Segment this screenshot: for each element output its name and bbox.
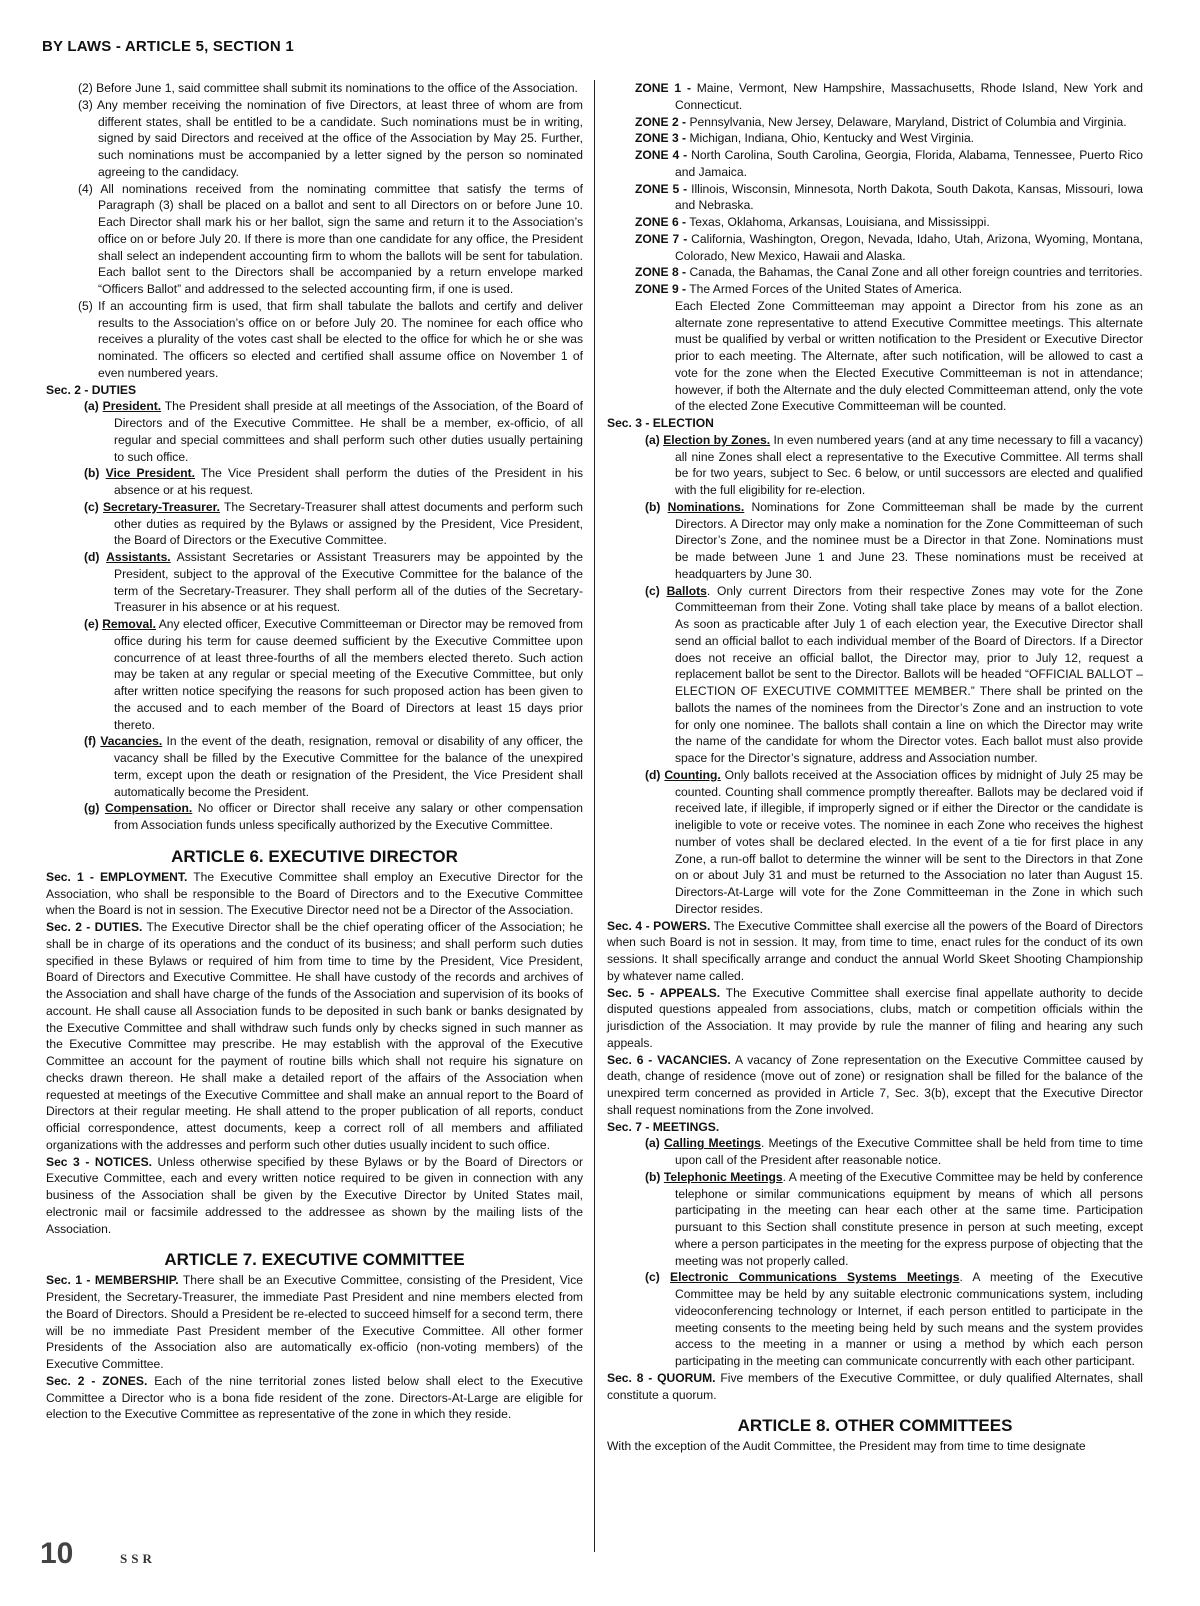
zone-item: ZONE 2 - Pennsylvania, New Jersey, Delaware, Maryland, District of Columbia and Virginia. — [635, 114, 1127, 129]
duty-item: (e) Removal. Any elected officer, Executive Committeeman or Director may be removed from office during his term for cause deemed sufficient by the Executive Committee upon concurrence of at least three-fourths of all the members elected thereto. Such action may be taken at any regular or special meeting of the Executive Committee, but only after written notice specifying the reasons for such proposed action has been given to the accused and to each member of the Board of Directors at least 15 days prior thereto. — [84, 617, 583, 732]
election-item: (b) Nominations. Nominations for Zone Committeeman shall be made by the current Directors. A Director may only make a nomination for the Zone Committeeman of such Director’s Zone, and the nominee must be a Director in that Zone. Nominations must be made between June 1 and June 23. These nominations must be received at headquarters by June 30. — [645, 499, 1143, 581]
zone-item: ZONE 3 - Michigan, Indiana, Ohio, Kentucky and West Virginia. — [635, 131, 975, 146]
sec5-appeals: Sec. 5 - APPEALS. The Executive Committee shall exercise final appellate authority to decide disputed questions appealed from associations, clubs, match or competition officials within the jurisdiction of the Association. It may provide by rule the manner of filing and hearing any such appeals. — [607, 985, 1143, 1050]
right-column — [607, 80, 1143, 1455]
sec8-quorum: Sec. 8 - QUORUM. Five members of the Executive Committee, or duly qualified Alternates, shall constitute a quorum. — [607, 1370, 1143, 1402]
left-column — [46, 80, 583, 1423]
sec3-election-heading: Sec. 3 - ELECTION — [607, 416, 714, 430]
article7-section: Sec. 1 - MEMBERSHIP. There shall be an Executive Committee, consisting of the President, Vice President, the Secretary-Treasurer, the immediate Past President and nine members elected from the Board of Directors. Should a President be re-elected to succeed himself for a second term, there will be no immediate Past President member of the Executive Committee. All other former Presidents of the Association also are automatically ex-officio (non-voting members) of the Executive Committee. — [46, 1273, 583, 1371]
duty-item: (g) Compensation. No officer or Director shall receive any salary or other compensation from Association funds unless specifically authorized by the Executive Committee. — [84, 801, 583, 832]
article-6-title: ARTICLE 6. EXECUTIVE DIRECTOR — [171, 846, 458, 866]
article6-section: Sec. 1 - EMPLOYMENT. The Executive Committee shall employ an Executive Director for the Association, who shall be responsible to the Board of Directors and to the Executive Committee when the Board is not in session. The Executive Director need not be a Director of the Association. — [46, 869, 583, 918]
nomination-item: (3) Any member receiving the nomination of five Directors, at least three of whom are from different states, shall be entitled to be a candidate. Such nominations must be in writing, signed by said Directors and received at the office of the Association by May 25. Further, such nominations must be accompanied by a letter signed by the person so nominated agreeing to the candidacy. — [78, 97, 583, 179]
article6-section: Sec 3 - NOTICES. Unless otherwise specified by these Bylaws or by the Board of Directors or Executive Committee, each and every written notice required to be given in connection with any business of the Association shall be given by the Executive Director by United States mail, electronic mail or facsimile addressed to the addressee as shown by the mailing lists of the Association. — [46, 1154, 583, 1236]
zone-item: ZONE 6 - Texas, Oklahoma, Arkansas, Louisiana, and Mississippi. — [635, 215, 990, 229]
sec6-vacancies: Sec. 6 - VACANCIES. A vacancy of Zone representation on the Executive Committee caused by death, change of residence (move out of zone) or resignation shall be filled for the balance of the unexpired term concerned as provided in Article 7, Sec. 3(b), except that the Executive Director shall request nominations from the Zone involved. — [607, 1052, 1143, 1117]
article-8-title: ARTICLE 8. OTHER COMMITTEES — [737, 1416, 1013, 1436]
sec7-meetings-heading: Sec. 7 - MEETINGS. — [607, 1119, 720, 1134]
election-item: (a) Election by Zones. In even numbered years (and at any time necessary to fill a vacancy) all nine Zones shall elect a representative to the Executive Committee. All terms shall be for two years, subject to Sec. 6 below, or until successors are elected and qualified with the full eligibility for re-election. — [645, 432, 1143, 497]
sec4-powers: Sec. 4 - POWERS. The Executive Committee shall exercise all the powers of the Board of Directors when such Board is not in session. It may, from time to time, enact rules for the conduct of its own sessions. It shall specifically arrange and conduct the annual World Skeet Shooting Championship by whatever name called. — [607, 918, 1144, 983]
article-7-title: ARTICLE 7. EXECUTIVE COMMITTEE — [164, 1250, 465, 1270]
election-item: (c) Ballots. Only current Directors from their respective Zones may vote for the Zone Committeeman from their Zone. Voting shall take place by means of a ballot election. As soon as practicable after July 1 of each election year, the Executive Director shall send an official ballot to each individual member of the Board of Directors. If a Director does not receive an official ballot, the Director may, prior to July 12, request a replacement ballot be sent to the Director. Ballots will be headed “OFFICIAL BALLOT – ELECTION OF EXECUTIVE COMMITTEE MEMBER.” There shall be printed on the ballots the names of the nominees from the Director’s Zone and an instruction to vote for only one nominee. The ballots shall contain a line on which the Director may write the name of the candidate for whom the Director votes. Each ballot must also provide space for the Director’s signature, address and Association number. — [645, 583, 1143, 765]
article8-text: With the exception of the Audit Committee, the President may from time to time designate — [607, 1439, 1086, 1454]
article7-section: Sec. 2 - ZONES. Each of the nine territorial zones listed below shall elect to the Executive Committee a Director who is a bona fide resident of the zone. Directors-At-Large are eligible for election to the Executive Committee as representative of the zone in which they reside. — [46, 1373, 584, 1422]
page-header: BY LAWS - ARTICLE 5, SECTION 1 — [42, 38, 294, 55]
column-divider — [594, 80, 595, 1552]
duty-item: (c) Secretary-Treasurer. The Secretary-Treasurer shall attest documents and perform such other duties as required by the Bylaws or assigned by the President, Vice President, the Board of Directors or the Executive Committee. — [84, 499, 583, 548]
duty-item: (d) Assistants. Assistant Secretaries or Assistant Treasurers may be appointed by the President, subject to the approval of the Executive Committee for the balance of the term of the Secretary-Treasurer. They shall perform all of the duties of the Secretary-Treasurer in his absence or at his request. — [84, 550, 583, 615]
zone-item: ZONE 7 - California, Washington, Oregon, Nevada, Idaho, Utah, Arizona, Wyoming, Montana, Colorado, New Mexico, Hawaii and Alaska. — [635, 231, 1143, 263]
zone-item: ZONE 1 - Maine, Vermont, New Hampshire, Massachusetts, Rhode Island, New York and Connecticut. — [635, 81, 1143, 112]
page-number: 10 — [40, 1537, 74, 1570]
nomination-item: (4) All nominations received from the nominating committee that satisfy the terms of Paragraph (3) shall be placed on a ballot and sent to all Directors on or before June 10. Each Director shall mark his or her ballot, sign the same and return it to the Association’s office on or before July 20. If there is more than one candidate for any office, the President shall select an independent accounting firm to whom the ballots will be sent for tabulation. Each ballot sent to the Directors shall be accompanied by a return envelope marked “Officers Ballot” and addressed to the selected accounting firm, if one is used. — [78, 181, 583, 296]
duty-item: (a) President. The President shall preside at all meetings of the Association, of the Board of Directors and of the Executive Committee. He shall be a member, ex-officio, of all regular and special committees and shall perform such other duties usually pertaining to such office. — [84, 399, 583, 464]
nomination-item: (2) Before June 1, said committee shall submit its nominations to the office of the Association. — [78, 81, 578, 95]
meeting-item: (c) Electronic Communications Systems Meetings. A meeting of the Executive Committee may be held by any suitable electronic communications system, including videoconferencing technology or Internet, if each person entitled to participate in the meeting consents to the meeting being held by such means and the system provides access to the meeting in a manner or using a method by which each person participating in the meeting can communicate concurrently with each other participant. — [645, 1270, 1143, 1368]
election-item: (d) Counting. Only ballots received at the Association offices by midnight of July 25 may be counted. Counting shall commence promptly thereafter. Ballots may be declared void if received late, if illegible, if improperly signed or if either the Director or the candidate is ineligible to vote or receive votes. The nominee in each Zone who receives the highest number of votes shall be declared elected. In the event of a tie for first place in any Zone, a run-off ballot to determine the winner will be sent to the Directors in that Zone on or about July 31 and must be returned to the Association no later than August 15. Directors-At-Large will vote for the Zone Committeeman in the Zone in which such Director resides. — [645, 767, 1143, 916]
duty-item: (f) Vacancies. In the event of the death, resignation, removal or disability of any officer, the vacancy shall be filled by the Executive Committee for the balance of the unexpired term, except upon the death or resignation of the President, the Vice President shall automatically become the President. — [84, 734, 583, 799]
alternate-paragraph: Each Elected Zone Committeeman may appoint a Director from his zone as an alternate zone representative to attend Executive Committee meetings. This alternate must be qualified by verbal or written notification to the President or Executive Director prior to each meeting. The Alternate, after such notification, will be allowed to cast a vote for the zone when the Elected Executive Committeeman is not in attendance; however, if both the Alternate and the duly elected Committeeman attend, only the vote of the elected Zone Executive Committeeman will be counted. — [675, 298, 1143, 414]
sec2-duties-heading: Sec. 2 - DUTIES — [46, 382, 137, 397]
duty-item: (b) Vice President. The Vice President shall perform the duties of the President in his absence or at his request. — [84, 466, 583, 497]
publication-brand: SSR — [120, 1551, 156, 1566]
nomination-item: (5) If an accounting firm is used, that firm shall tabulate the ballots and certify and deliver results to the Association’s office on or before July 20. The nominee for each office who receives a plurality of the votes cast shall be elected to the office for which he or she was nominated. The officers so elected and certified shall assume office on November 1 of even numbered years. — [78, 298, 583, 380]
zone-item: ZONE 4 - North Carolina, South Carolina, Georgia, Florida, Alabama, Tennessee, Puerto Rico and Jamaica. — [635, 148, 1143, 179]
meeting-item: (a) Calling Meetings. Meetings of the Executive Committee shall be held from time to time upon call of the President after reasonable notice. — [645, 1136, 1143, 1167]
meeting-item: (b) Telephonic Meetings. A meeting of the Executive Committee may be held by conference telephone or similar communications equipment by means of which all persons participating in the meeting can hear each other at the same time. Participation pursuant to this Section shall constitute presence in person at such meeting, except where a person participates in the meeting for the express purpose of objecting that the meeting was not properly called. — [645, 1169, 1143, 1268]
zone-item: ZONE 8 - Canada, the Bahamas, the Canal Zone and all other foreign countries and territories. — [635, 265, 1143, 280]
article6-section: Sec. 2 - DUTIES. The Executive Director shall be the chief operating officer of the Association; he shall be in charge of its operations and the conduct of its business; and shall perform such duties specified in these Bylaws or required of him from time to time by the President, Vice President, Board of Directors and Executive Committee. He shall have custody of the records and archives of the Association and shall have charge of the funds of the Association and supervision of its books of account. He shall cause all Association funds to be deposited in such bank or banks designated by the Executive Committee and shall withdraw such funds only by checks signed in such manner as the Executive Committee may prescribe. He may establish with the approval of the Executive Committee an account for the payment of routine bills which shall not require his signature on checks drawn thereon. He shall make a detailed report of the affairs of the Association when requested at meetings of the Executive Committee and shall make an annual report to the Board of Directors at their regular meeting. He shall attend to the proper publication of all reports, conduct official correspondence, attest documents, keep a correct roll of all members and affiliated organizations with the addresses and perform such other duties usually incident to such office. — [46, 920, 584, 1152]
zone-item: ZONE 5 - Illinois, Wisconsin, Minnesota, North Dakota, South Dakota, Kansas, Missouri, Iowa and Nebraska. — [635, 181, 1143, 213]
zone-item: ZONE 9 - The Armed Forces of the United States of America. — [635, 282, 963, 296]
